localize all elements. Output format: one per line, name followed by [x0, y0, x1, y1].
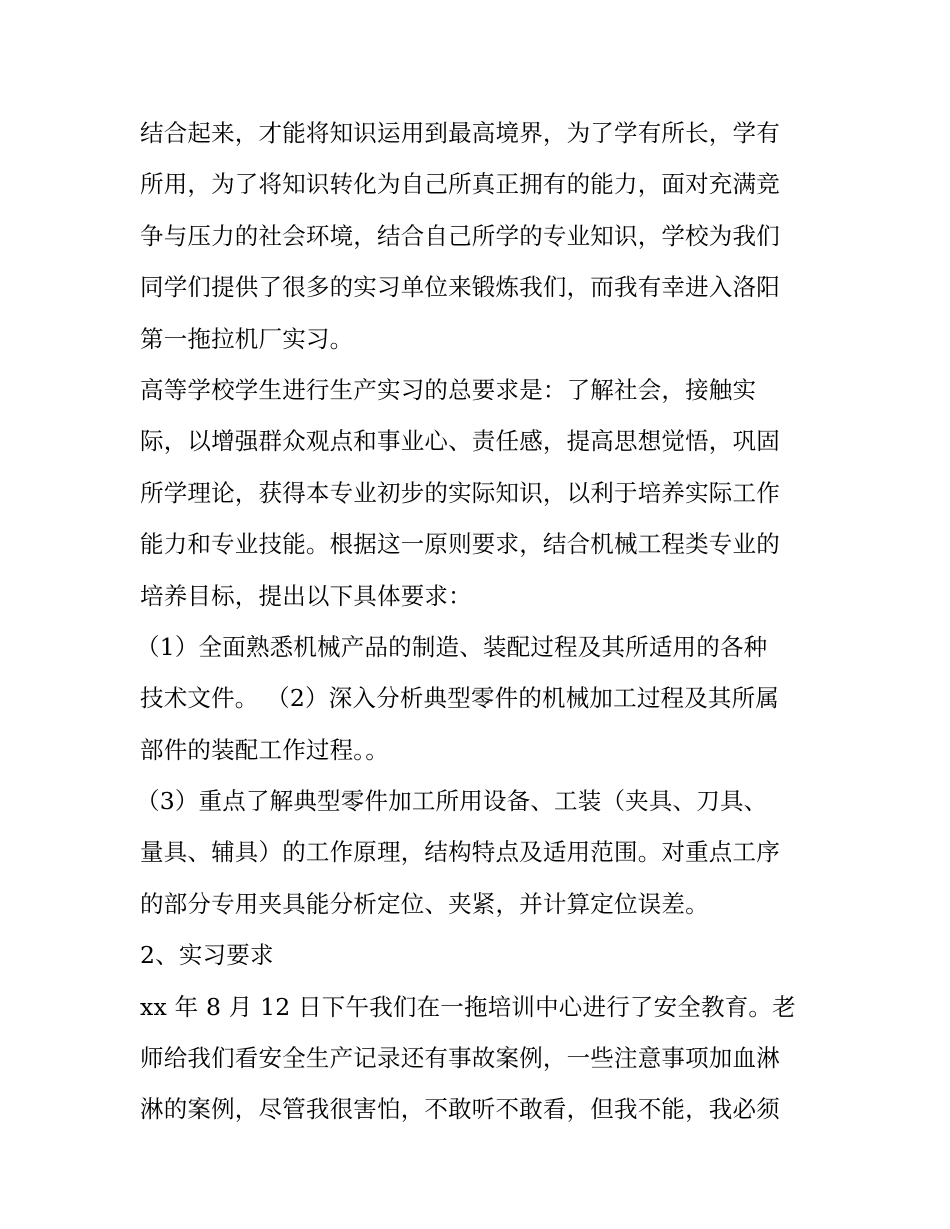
text-line: 淋的案例，尽管我很害怕，不敢听不敢看，但我不能，我必须 — [140, 1095, 780, 1124]
text-line: 能力和专业技能。根据这一原则要求，结合机械工程类专业的 — [140, 530, 780, 559]
text-line: 量具、辅具）的工作原理，结构特点及适用范围。对重点工序 — [140, 838, 780, 867]
text-line: 师给我们看安全生产记录还有事故案例，一些注意事项加血淋 — [140, 1044, 780, 1073]
text-line: 所用，为了将知识转化为自己所真正拥有的能力，面对充满竞 — [140, 170, 780, 199]
body-text — [136, 108, 820, 1136]
text-line: 部件的装配工作过程。。 — [140, 735, 389, 764]
section-heading: 2、实习要求 — [140, 941, 274, 970]
text-line: 技术文件。 （2）深入分析典型零件的机械加工过程及其所属 — [140, 684, 780, 713]
text-line: 同学们提供了很多的实习单位来锻炼我们，而我有幸进入洛阳 — [140, 273, 780, 302]
text-line: 所学理论，获得本专业初步的实际知识，以利于培养实际工作 — [140, 478, 780, 507]
list-item-1: （1）全面熟悉机械产品的制造、装配过程及其所适用的各种 — [136, 632, 768, 661]
text-line: 的部分专用夹具能分析定位、夹紧，并计算定位误差。 — [140, 889, 709, 918]
text-line: 培养目标，提出以下具体要求： — [140, 581, 472, 610]
text-line: 际，以增强群众观点和事业心、责任感，提高思想觉悟，巩固 — [140, 427, 780, 456]
text-line: 争与压力的社会环境，结合自己所学的专业知识，学校为我们 — [140, 221, 780, 250]
text-line: 第一拖拉机厂实习。 — [140, 324, 354, 353]
list-item-3: （3）重点了解典型零件加工所用设备、工装（夹具、刀具、 — [136, 787, 768, 816]
text-line: xx 年 8 月 12 日下午我们在一拖培训中心进行了安全教育。老 — [140, 992, 796, 1021]
text-line: 高等学校学生进行生产实习的总要求是：了解社会，接触实 — [140, 375, 757, 404]
text-line: 结合起来，才能将知识运用到最高境界，为了学有所长，学有 — [140, 119, 780, 147]
